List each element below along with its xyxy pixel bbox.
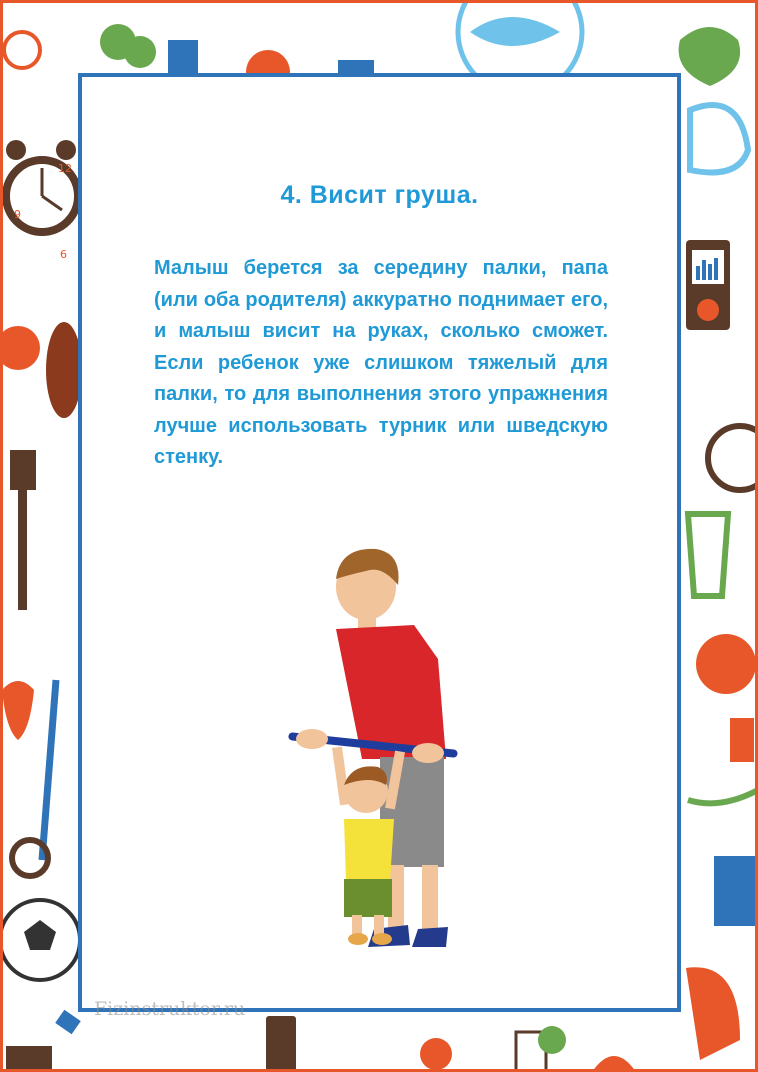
svg-text:9: 9 [14, 208, 21, 221]
soccer-ball-icon [0, 900, 80, 980]
svg-text:6: 6 [60, 248, 67, 261]
fire-extinguisher-icon [714, 856, 758, 926]
alarm-clock-icon [6, 140, 78, 261]
watermark-text: Fizinstruktor.ru [94, 998, 246, 1020]
exercise-description: Малыш берется за середину палки, папа (или оба родителя) аккуратно поднимает его, и малыш висит на руках, сколько сможет. Если ребенок уже слишком тяжелый для палки, то для выполнения этого упражнения лучше использовать турник или шведскую стенку. [154, 257, 608, 468]
svg-text:12: 12 [58, 162, 72, 175]
rugby-ball-icon [46, 322, 82, 418]
strawberry-icon [2, 681, 34, 740]
broccoli-icon [100, 24, 156, 68]
father-child-hanging-illustration [278, 529, 498, 969]
orange-fruit-icon [696, 634, 756, 694]
dumbbell-icon [730, 718, 754, 762]
bottle-icon [168, 40, 198, 73]
apple-icon [679, 27, 740, 86]
content-card [78, 73, 681, 1012]
exercise-title: 4. Висит груша. [280, 181, 479, 209]
mp3-player-icon [686, 240, 730, 330]
tennis-ball-icon [0, 326, 40, 370]
bicycle-icon [708, 426, 758, 490]
cup-icon [688, 514, 728, 596]
fork-icon [10, 450, 36, 610]
